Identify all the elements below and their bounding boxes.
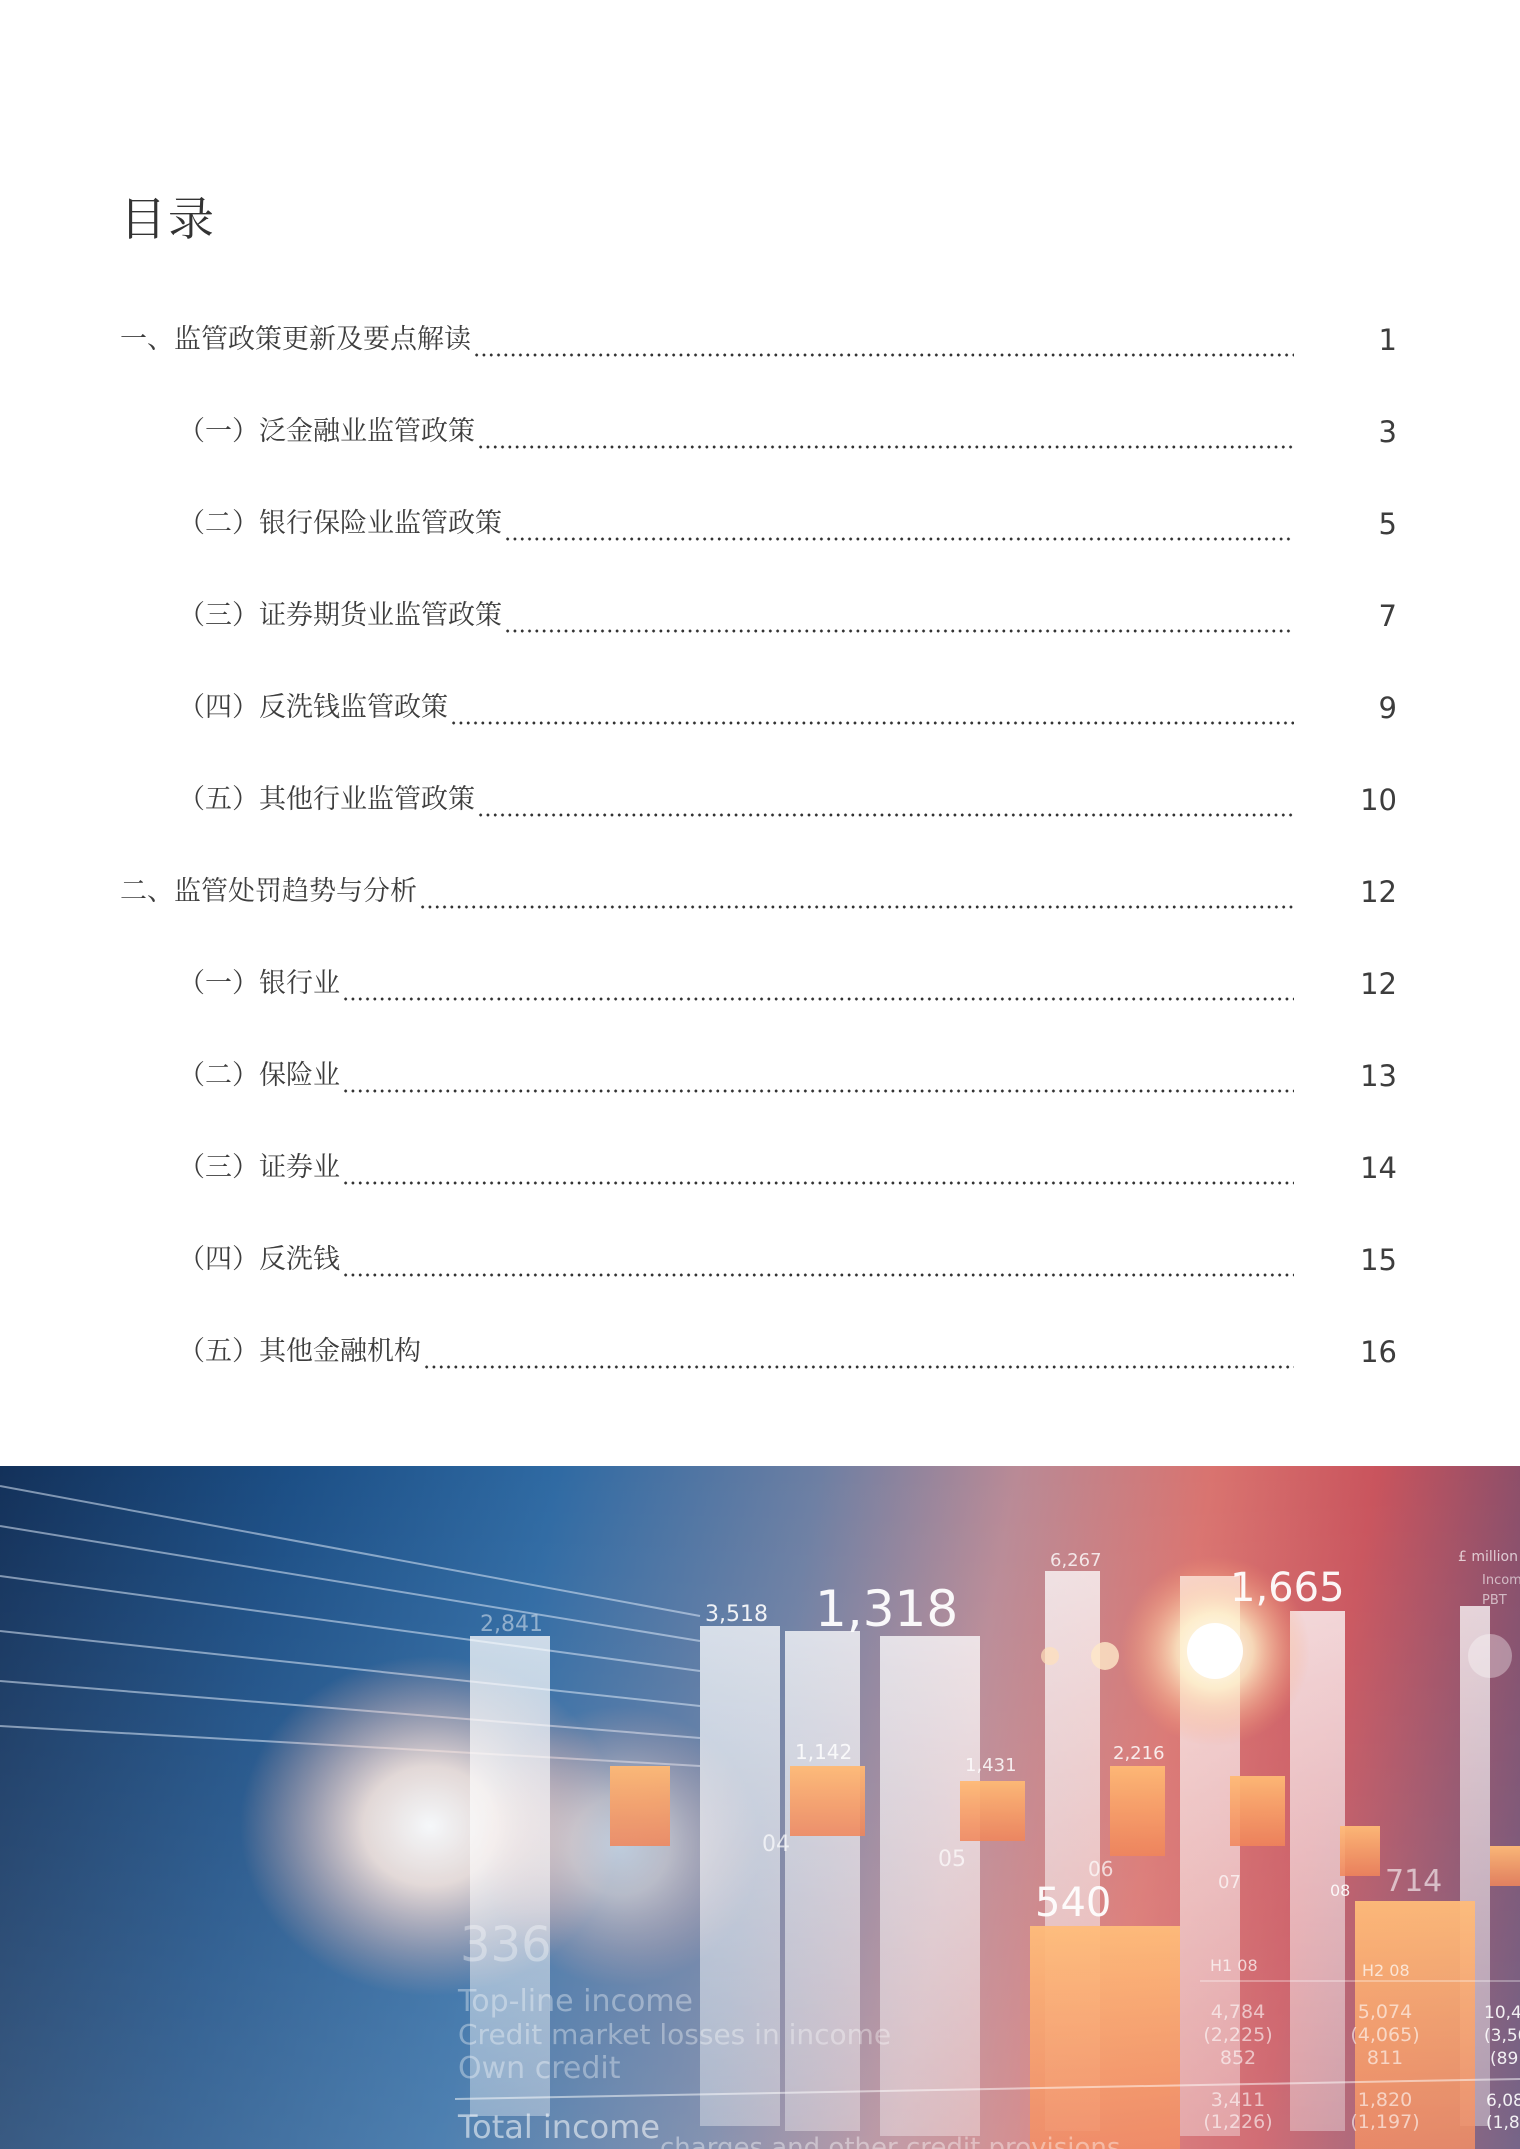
toc-entry-label: （一）泛金融业监管政策	[178, 416, 475, 447]
toc-page-number: 7	[1378, 599, 1397, 633]
toc-page-number: 12	[1360, 967, 1397, 1001]
financial-chart-banner-image	[0, 1466, 1520, 2149]
toc-page-number: 10	[1360, 783, 1397, 817]
toc-entry-label: （一）银行业	[178, 968, 340, 999]
toc-page-number: 1	[1378, 323, 1397, 357]
toc-page-number: 14	[1360, 1151, 1397, 1185]
toc-page-number: 9	[1378, 691, 1397, 725]
toc-leader-dots	[504, 593, 1294, 639]
toc-page-number: 3	[1378, 415, 1397, 449]
toc-entry[interactable]	[0, 409, 1520, 455]
toc-entry-label: （五）其他金融机构	[178, 1336, 421, 1367]
toc-entry-label: （二）银行保险业监管政策	[178, 508, 502, 539]
toc-entry-label: （二）保险业	[178, 1060, 340, 1091]
toc-leader-dots	[450, 685, 1294, 731]
toc-entry[interactable]	[0, 1053, 1520, 1099]
toc-entry-label: 一、监管政策更新及要点解读	[120, 324, 471, 355]
toc-leader-dots	[423, 1329, 1294, 1375]
toc-page-number: 16	[1360, 1335, 1397, 1369]
toc-entry[interactable]	[0, 593, 1520, 639]
toc-leader-dots	[477, 409, 1294, 455]
toc-entry[interactable]	[0, 1237, 1520, 1283]
toc-leader-dots	[342, 1145, 1294, 1191]
toc-leader-dots	[504, 501, 1294, 547]
toc-leader-dots	[477, 777, 1294, 823]
toc-page-number: 5	[1378, 507, 1397, 541]
toc-entry[interactable]	[0, 961, 1520, 1007]
toc-entry-label: （三）证券业	[178, 1152, 340, 1183]
toc-page-number: 15	[1360, 1243, 1397, 1277]
toc-leader-dots	[419, 869, 1294, 915]
banner-illustration	[0, 1466, 1520, 2149]
toc-leader-dots	[342, 1237, 1294, 1283]
toc-entry[interactable]	[0, 685, 1520, 731]
toc-entry-label: （三）证券期货业监管政策	[178, 600, 502, 631]
toc-entry[interactable]	[0, 1145, 1520, 1191]
toc-page-number: 13	[1360, 1059, 1397, 1093]
toc-entry[interactable]	[0, 869, 1520, 915]
toc-entry[interactable]	[0, 501, 1520, 547]
toc-entry-label: （四）反洗钱监管政策	[178, 692, 448, 723]
toc-page-number: 12	[1360, 875, 1397, 909]
toc-entry-label: 二、监管处罚趋势与分析	[120, 876, 417, 907]
toc-entry-label: （四）反洗钱	[178, 1244, 340, 1275]
toc-entry[interactable]	[0, 1329, 1520, 1375]
page-title: 目录	[120, 192, 216, 246]
toc-entry-label: （五）其他行业监管政策	[178, 784, 475, 815]
toc-entry[interactable]	[0, 777, 1520, 823]
toc-leader-dots	[342, 1053, 1294, 1099]
toc-entry[interactable]	[0, 317, 1520, 363]
toc-leader-dots	[473, 317, 1294, 363]
toc-leader-dots	[342, 961, 1294, 1007]
